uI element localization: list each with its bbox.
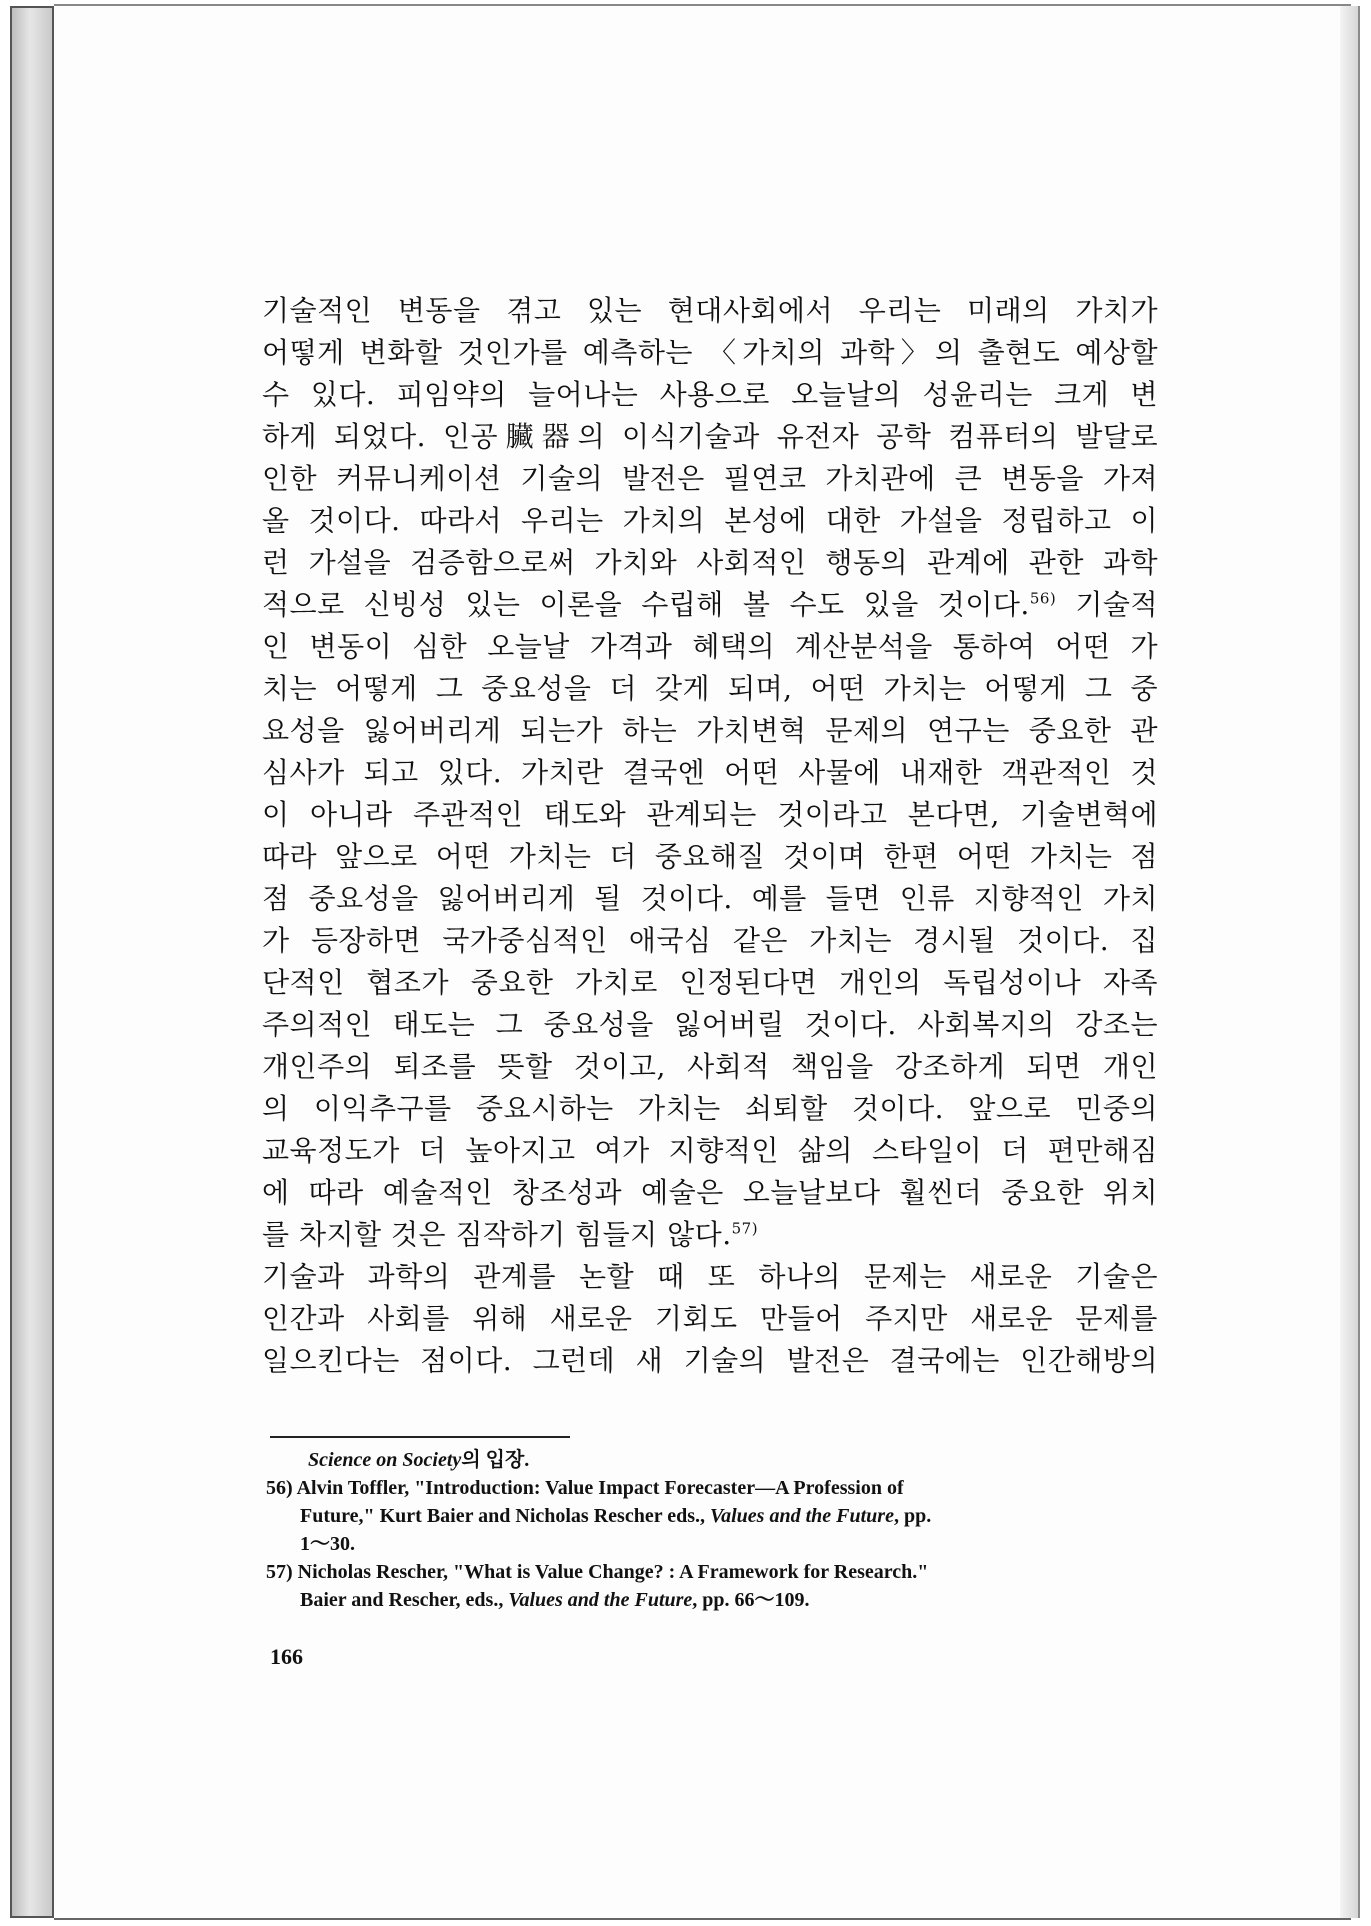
footnote-text: Alvin Toffler, "Introduction: Value Impact Forecaster—A Profession of	[296, 1477, 904, 1499]
text-line: 기술과 과학의 관계를 논할 때 또 하나의 문제는 새로운 기술은	[262, 1260, 1158, 1293]
footnote-italic: Values and the Future	[508, 1589, 693, 1611]
text-line: 심사가 되고 있다. 가치란 결국엔 어떤 사물에 내재한 객관적인 것	[262, 756, 1158, 789]
footnote-number: 57)	[266, 1561, 293, 1583]
footnotes	[266, 1446, 1146, 1614]
footnote-text: Baier and Rescher, eds.,	[300, 1589, 509, 1611]
text-segment: 를 차지할 것은 짐작하기 힘들지 않다.	[262, 1218, 732, 1251]
text-line: 점 중요성을 잃어버리게 될 것이다. 예를 들면 인류 지향적인 가치	[262, 882, 1158, 915]
footnote-continuation	[266, 1446, 1146, 1474]
text-line: 인한 커뮤니케이션 기술의 발전은 필연코 가치관에 큰 변동을 가져	[262, 462, 1158, 495]
text-line: 인간과 사회를 위해 새로운 기회도 만들어 주지만 새로운 문제를	[262, 1302, 1158, 1335]
text-line: 치는 어떻게 그 중요성을 더 갖게 되며, 어떤 가치는 어떻게 그 중	[262, 672, 1158, 705]
footnote-italic: Values and the Future	[710, 1505, 894, 1527]
book-spine	[10, 6, 54, 1918]
footnote-ref-57: 57)	[731, 1219, 759, 1238]
text-line: 일으킨다는 점이다. 그런데 새 기술의 발전은 결국에는 인간해방의	[262, 1344, 1158, 1377]
text-line: 주의적인 태도는 그 중요성을 잃어버릴 것이다. 사회복지의 강조는	[262, 1008, 1158, 1041]
text-segment: 적으로 신빙성 있는 이론을 수립해 볼 수도 있을 것이다.	[262, 588, 1030, 621]
footnote-57	[266, 1558, 1146, 1586]
footnote-number: 56)	[266, 1477, 293, 1499]
footnote-text: Nicholas Rescher, "What is Value Change? : A Framework for Research."	[297, 1561, 929, 1583]
text-line-with-footnote	[262, 584, 1158, 626]
text-line: 하게 되었다. 인공臟器의 이식기술과 유전자 공학 컴퓨터의 발달로	[262, 420, 1158, 453]
text-line: 의 이익추구를 중요시하는 가치는 쇠퇴할 것이다. 앞으로 민중의	[262, 1092, 1158, 1125]
text-line: 개인주의 퇴조를 뜻할 것이고, 사회적 책임을 강조하게 되면 개인	[262, 1050, 1158, 1083]
text-line: 가 등장하면 국가중심적인 애국심 같은 가치는 경시될 것이다. 집	[262, 924, 1158, 957]
footnote-56	[266, 1474, 1146, 1502]
text-line: 에 따라 예술적인 창조성과 예술은 오늘날보다 훨씬더 중요한 위치	[262, 1176, 1158, 1209]
text-line-with-footnote	[262, 1214, 1158, 1256]
body-text	[262, 290, 1158, 1382]
text-line: 올 것이다. 따라서 우리는 가치의 본성에 대한 가설을 정립하고 이	[262, 504, 1158, 537]
text-line: 이 아니라 주관적인 태도와 관계되는 것이라고 본다면, 기술변혁에	[262, 798, 1158, 831]
footnote-56-line2	[266, 1502, 1146, 1530]
footnote-divider	[270, 1436, 570, 1438]
text-line: 단적인 협조가 중요한 가치로 인정된다면 개인의 독립성이나 자족	[262, 966, 1158, 999]
footnote-57-line2	[266, 1586, 1146, 1614]
footnote-text: 의 입장.	[461, 1449, 530, 1471]
footnote-56-line3: 1～30.	[300, 1533, 355, 1555]
text-line: 기술적인 변동을 겪고 있는 현대사회에서 우리는 미래의 가치가	[262, 294, 1158, 327]
text-line: 어떻게 변화할 것인가를 예측하는 〈가치의 과학〉의 출현도 예상할	[262, 336, 1158, 369]
text-segment: 기술적	[1075, 588, 1158, 621]
text-line: 요성을 잃어버리게 되는가 하는 가치변혁 문제의 연구는 중요한 관	[262, 714, 1158, 747]
text-line: 수 있다. 피임약의 늘어나는 사용으로 오늘날의 성윤리는 크게 변	[262, 378, 1158, 411]
text-line: 인 변동이 심한 오늘날 가격과 혜택의 계산분석을 통하여 어떤 가	[262, 630, 1158, 663]
footnote-text: , pp. 66～109.	[692, 1589, 810, 1611]
footnote-italic: Science on Society	[308, 1449, 462, 1471]
text-line: 런 가설을 검증함으로써 가치와 사회적인 행동의 관계에 관한 과학	[262, 546, 1158, 579]
footnote-ref-56: 56)	[1029, 589, 1057, 608]
footnote-text: Future," Kurt Baier and Nicholas Rescher eds.,	[300, 1505, 710, 1527]
text-line: 교육정도가 더 높아지고 여가 지향적인 삶의 스타일이 더 편만해짐	[262, 1134, 1158, 1167]
page-edge	[1340, 6, 1360, 1918]
footnote-text: , pp.	[893, 1505, 932, 1527]
text-line: 따라 앞으로 어떤 가치는 더 중요해질 것이며 한편 어떤 가치는 점	[262, 840, 1158, 873]
page-number: 166	[270, 1644, 303, 1669]
